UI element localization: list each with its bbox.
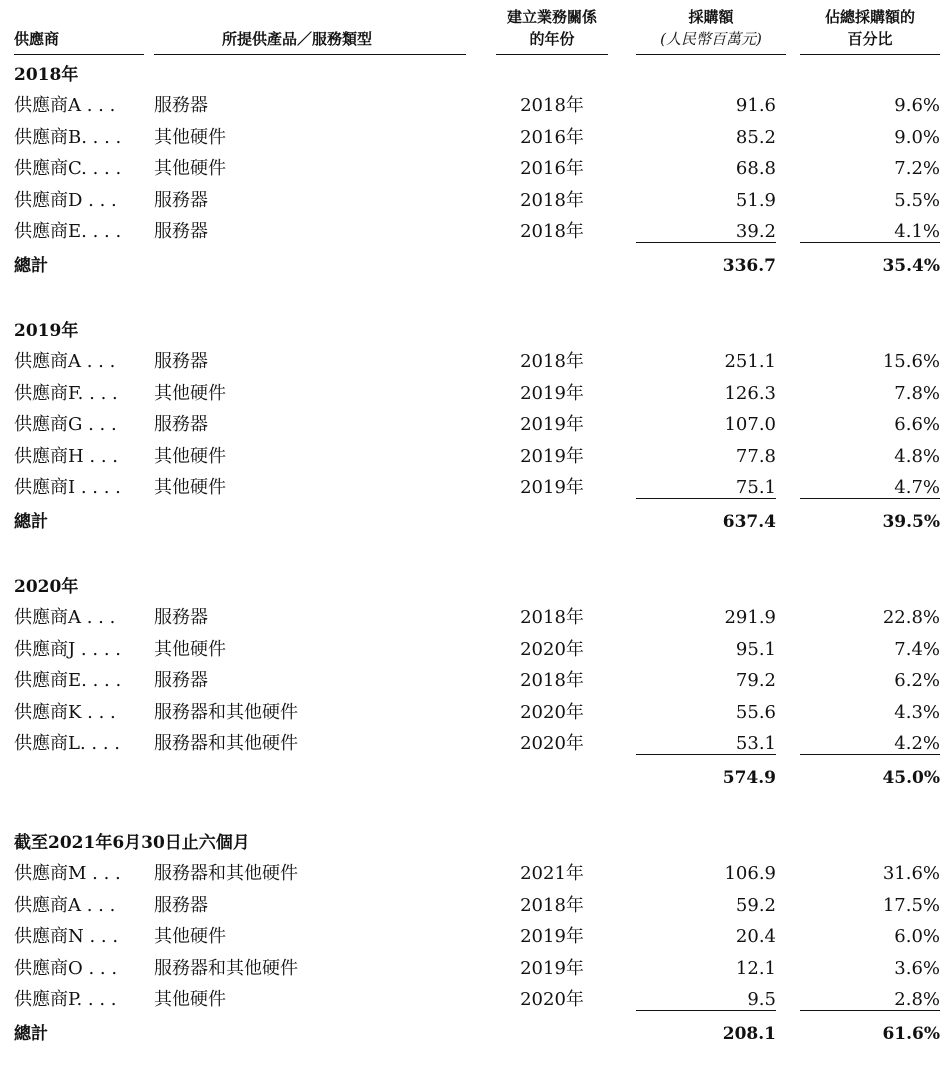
table-row bbox=[0, 634, 948, 665]
purchase-amount: 53.1 bbox=[636, 728, 776, 759]
relationship-year: 2018年 bbox=[520, 670, 584, 691]
purchase-amount: 51.9 bbox=[735, 189, 776, 211]
total-percentage: 35.4% bbox=[882, 255, 940, 276]
supplier-name: 供應商A . . . bbox=[14, 607, 116, 628]
header-amount-unit: (人民幣百萬元) bbox=[660, 30, 762, 48]
header-supplier: 供應商 bbox=[14, 30, 60, 48]
header-pct-line2: 百分比 bbox=[847, 30, 893, 48]
header-rule-product bbox=[154, 54, 466, 55]
product-type: 服務器 bbox=[154, 221, 208, 242]
relationship-year: 2018年 bbox=[520, 95, 584, 116]
table-row bbox=[0, 984, 948, 1015]
supplier-name: 供應商C. . . . bbox=[14, 158, 122, 179]
header-rule-amount bbox=[636, 54, 786, 55]
purchase-amount: 85.2 bbox=[735, 126, 776, 148]
header-rule-supplier bbox=[14, 54, 144, 55]
product-type: 其他硬件 bbox=[154, 477, 226, 498]
relationship-year: 2018年 bbox=[520, 189, 584, 211]
section-title: 2019年 bbox=[14, 321, 79, 341]
purchase-amount: 95.1 bbox=[735, 638, 776, 660]
purchase-amount: 20.4 bbox=[735, 926, 776, 947]
purchase-percentage: 9.6% bbox=[894, 95, 940, 116]
purchase-amount: 251.1 bbox=[724, 351, 776, 372]
supplier-name: 供應商E. . . . bbox=[14, 670, 122, 691]
total-percentage: 45.0% bbox=[882, 767, 940, 788]
relationship-year: 2018年 bbox=[520, 894, 584, 916]
product-type: 服務器 bbox=[154, 95, 208, 116]
purchase-amount: 291.9 bbox=[724, 607, 776, 628]
supplier-name: 供應商P. . . . bbox=[14, 989, 117, 1010]
total-label: 總計 bbox=[14, 511, 48, 532]
total-label: 總計 bbox=[14, 1023, 48, 1044]
purchase-amount: 12.1 bbox=[735, 957, 776, 979]
table-row bbox=[0, 185, 948, 216]
supplier-name: 供應商A . . . bbox=[14, 351, 116, 372]
purchase-percentage: 3.6% bbox=[894, 957, 940, 979]
purchase-amount: 91.6 bbox=[735, 95, 776, 116]
total-row bbox=[0, 1018, 948, 1050]
supplier-name: 供應商I . . . . bbox=[14, 477, 121, 498]
purchase-percentage: 6.2% bbox=[894, 670, 940, 691]
purchase-percentage: 9.0% bbox=[894, 126, 940, 148]
total-row bbox=[0, 762, 948, 794]
total-row bbox=[0, 250, 948, 282]
table-row bbox=[0, 858, 948, 889]
supplier-name: 供應商G . . . bbox=[14, 414, 117, 435]
supplier-name: 供應商N . . . bbox=[14, 926, 119, 947]
total-amount: 336.7 bbox=[722, 255, 776, 276]
table-row bbox=[0, 697, 948, 728]
table-row bbox=[0, 728, 948, 759]
relationship-year: 2019年 bbox=[520, 445, 584, 467]
purchase-percentage: 4.7% bbox=[800, 472, 940, 503]
supplier-name: 供應商K . . . bbox=[14, 701, 116, 723]
total-label: 總計 bbox=[14, 255, 48, 276]
relationship-year: 2020年 bbox=[520, 989, 584, 1010]
supplier-name: 供應商A . . . bbox=[14, 894, 116, 916]
purchase-amount: 59.2 bbox=[735, 894, 776, 916]
supplier-name: 供應商H . . . bbox=[14, 445, 119, 467]
table-row bbox=[0, 216, 948, 247]
relationship-year: 2019年 bbox=[520, 382, 584, 404]
table-row bbox=[0, 890, 948, 921]
purchase-amount: 106.9 bbox=[724, 863, 776, 884]
total-amount: 637.4 bbox=[722, 511, 776, 532]
relationship-year: 2018年 bbox=[520, 607, 584, 628]
purchase-percentage: 17.5% bbox=[882, 894, 940, 916]
purchase-amount: 75.1 bbox=[636, 472, 776, 503]
table-row bbox=[0, 602, 948, 633]
relationship-year: 2019年 bbox=[520, 926, 584, 947]
purchase-percentage: 5.5% bbox=[894, 189, 940, 211]
relationship-year: 2020年 bbox=[520, 638, 584, 660]
supplier-name: 供應商B. . . . bbox=[14, 126, 122, 148]
purchase-percentage: 22.8% bbox=[882, 607, 940, 628]
table-row bbox=[0, 378, 948, 409]
total-percentage: 61.6% bbox=[882, 1023, 940, 1044]
purchase-percentage: 6.0% bbox=[894, 926, 940, 947]
purchase-amount: 107.0 bbox=[724, 414, 776, 435]
product-type: 服務器和其他硬件 bbox=[154, 733, 298, 754]
relationship-year: 2018年 bbox=[520, 221, 584, 242]
purchase-amount: 77.8 bbox=[735, 445, 776, 467]
purchase-amount: 126.3 bbox=[724, 382, 776, 404]
purchase-percentage: 4.3% bbox=[894, 701, 940, 723]
table-row bbox=[0, 153, 948, 184]
relationship-year: 2021年 bbox=[520, 863, 584, 884]
table-row bbox=[0, 472, 948, 503]
product-type: 服務器 bbox=[154, 351, 208, 372]
table-row bbox=[0, 409, 948, 440]
header-year-line2: 的年份 bbox=[529, 30, 575, 48]
product-type: 服務器和其他硬件 bbox=[154, 701, 298, 723]
section-4 bbox=[0, 828, 948, 1068]
header-amount-line1: 採購額 bbox=[688, 8, 734, 26]
supplier-name: 供應商J . . . . bbox=[14, 638, 121, 660]
product-type: 服務器 bbox=[154, 607, 208, 628]
purchase-percentage: 7.4% bbox=[894, 638, 940, 660]
header-percentage bbox=[800, 6, 940, 50]
table-row bbox=[0, 90, 948, 121]
product-type: 服務器 bbox=[154, 189, 208, 211]
relationship-year: 2019年 bbox=[520, 477, 584, 498]
supplier-name: 供應商D . . . bbox=[14, 189, 117, 211]
purchase-percentage: 7.8% bbox=[894, 382, 940, 404]
header-product-type: 所提供產品／服務類型 bbox=[222, 30, 373, 48]
total-percentage: 39.5% bbox=[882, 511, 940, 532]
section-1 bbox=[0, 60, 948, 300]
product-type: 其他硬件 bbox=[154, 126, 226, 148]
table-row bbox=[0, 921, 948, 952]
product-type: 其他硬件 bbox=[154, 989, 226, 1010]
purchase-percentage: 4.2% bbox=[800, 728, 940, 759]
product-type: 其他硬件 bbox=[154, 926, 226, 947]
supplier-name: 供應商A . . . bbox=[14, 95, 116, 116]
purchase-percentage: 4.1% bbox=[800, 216, 940, 247]
table-row bbox=[0, 122, 948, 153]
product-type: 其他硬件 bbox=[154, 638, 226, 660]
product-type: 服務器和其他硬件 bbox=[154, 863, 298, 884]
header-purchase-amount bbox=[636, 6, 786, 50]
section-2 bbox=[0, 316, 948, 556]
header-pct-line1: 佔總採購額的 bbox=[824, 8, 915, 26]
section-title: 截至2021年6月30日止六個月 bbox=[14, 833, 250, 853]
purchase-amount: 79.2 bbox=[735, 670, 776, 691]
relationship-year: 2018年 bbox=[520, 351, 584, 372]
relationship-year: 2020年 bbox=[520, 701, 584, 723]
supplier-name: 供應商F. . . . bbox=[14, 382, 118, 404]
supplier-name: 供應商L. . . . bbox=[14, 733, 121, 754]
relationship-year: 2019年 bbox=[520, 957, 584, 979]
relationship-year: 2020年 bbox=[520, 733, 584, 754]
product-type: 服務器和其他硬件 bbox=[154, 957, 298, 979]
total-row bbox=[0, 506, 948, 538]
section-title: 2018年 bbox=[14, 65, 79, 85]
table-row bbox=[0, 441, 948, 472]
supplier-name: 供應商M . . . bbox=[14, 863, 121, 884]
purchase-amount: 39.2 bbox=[636, 216, 776, 247]
purchase-percentage: 4.8% bbox=[894, 445, 940, 467]
product-type: 其他硬件 bbox=[154, 382, 226, 404]
purchase-amount: 55.6 bbox=[735, 701, 776, 723]
product-type: 服務器 bbox=[154, 670, 208, 691]
table-row bbox=[0, 953, 948, 984]
relationship-year: 2016年 bbox=[520, 158, 584, 179]
relationship-year: 2019年 bbox=[520, 414, 584, 435]
purchase-percentage: 2.8% bbox=[800, 984, 940, 1015]
purchase-percentage: 15.6% bbox=[882, 351, 940, 372]
product-type: 其他硬件 bbox=[154, 158, 226, 179]
supplier-name: 供應商E. . . . bbox=[14, 221, 122, 242]
relationship-year: 2016年 bbox=[520, 126, 584, 148]
product-type: 其他硬件 bbox=[154, 445, 226, 467]
purchase-percentage: 7.2% bbox=[894, 158, 940, 179]
header-rule-pct bbox=[800, 54, 940, 55]
product-type: 服務器 bbox=[154, 414, 208, 435]
table-row bbox=[0, 346, 948, 377]
purchase-percentage: 31.6% bbox=[882, 863, 940, 884]
section-title: 2020年 bbox=[14, 577, 79, 597]
purchase-amount: 68.8 bbox=[735, 158, 776, 179]
purchase-amount: 9.5 bbox=[636, 984, 776, 1015]
purchase-percentage: 6.6% bbox=[894, 414, 940, 435]
total-amount: 574.9 bbox=[722, 767, 776, 788]
table-row bbox=[0, 665, 948, 696]
section-3 bbox=[0, 572, 948, 812]
header-rule-year bbox=[496, 54, 608, 55]
supplier-name: 供應商O . . . bbox=[14, 957, 118, 979]
total-amount: 208.1 bbox=[722, 1023, 776, 1044]
product-type: 服務器 bbox=[154, 894, 208, 916]
header-relationship-year bbox=[492, 6, 612, 50]
header-year-line1: 建立業務關係 bbox=[506, 8, 597, 26]
